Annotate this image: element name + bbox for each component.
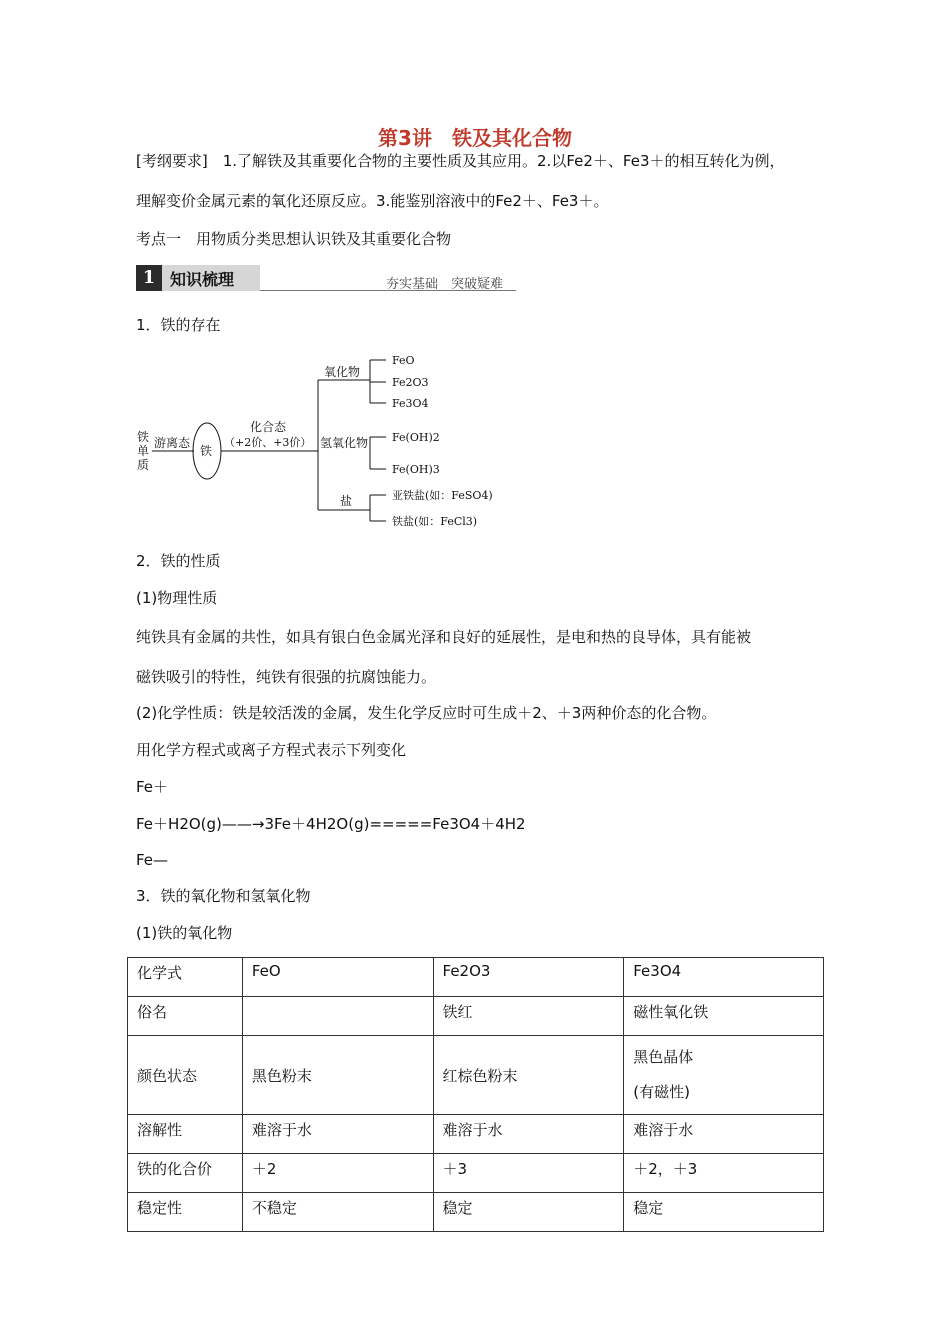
- table-cell: [624, 1036, 824, 1115]
- table-cell: 颜色状态: [128, 1036, 243, 1115]
- table-cell: 稳定: [624, 1193, 824, 1232]
- section-2-heading: 2．铁的性质: [136, 552, 221, 570]
- diagram-hydroxides-label: 氢氧化物: [320, 436, 369, 450]
- table-cell: [242, 997, 433, 1036]
- diagram-element-char-3: 质: [137, 458, 150, 472]
- table-cell: 稳定: [433, 1193, 624, 1232]
- table-row: [128, 1154, 824, 1193]
- banner-number: 1: [136, 265, 162, 291]
- topic-heading: 考点一 用物质分类思想认识铁及其重要化合物: [136, 230, 452, 248]
- requirements-line-2: 理解变价金属元素的氧化还原反应。3.能鉴别溶液中的Fe2＋、Fe3＋。: [136, 192, 609, 210]
- table-cell: Fe3O4: [624, 958, 824, 997]
- diagram-combined-state: 化合态: [250, 420, 287, 434]
- table-cell: 铁的化合价: [128, 1154, 243, 1193]
- table-cell: 俗名: [128, 997, 243, 1036]
- diagram-valence: （+2价、+3价）: [224, 436, 312, 449]
- diagram-oxide-item: FeO: [392, 354, 415, 367]
- diagram-hydroxide-item: Fe(OH)2: [392, 431, 440, 444]
- diagram-hydroxide-item: Fe(OH)3: [392, 463, 440, 476]
- chemical-heading: (2)化学性质：铁是较活泼的金属，发生化学反应时可生成＋2、＋3两种价态的化合物。: [136, 704, 717, 722]
- table-cell: 红棕色粉末: [433, 1036, 624, 1115]
- table-row: [128, 958, 824, 997]
- banner-slogan: 夯实基础 突破疑难: [386, 277, 504, 292]
- table-cell: FeO: [242, 958, 433, 997]
- diagram-salt-item: 亚铁盐(如：FeSO4): [392, 489, 493, 502]
- table-cell: 不稳定: [242, 1193, 433, 1232]
- equation-line: Fe＋: [136, 778, 169, 796]
- diagram-center-label: 铁: [200, 444, 213, 458]
- diagram-oxides-label: 氧化物: [324, 365, 361, 379]
- table-cell: 铁红: [433, 997, 624, 1036]
- iron-oxides-table: [127, 957, 824, 1232]
- iron-existence-diagram: [130, 345, 510, 535]
- table-row: [128, 1115, 824, 1154]
- table-cell: 难溶于水: [242, 1115, 433, 1154]
- table-cell: ＋3: [433, 1154, 624, 1193]
- page-title: 第3讲 铁及其化合物: [378, 126, 572, 150]
- table-cell-line: 黑色晶体: [633, 1048, 694, 1066]
- table-cell: 黑色粉末: [242, 1036, 433, 1115]
- equations-intro: 用化学方程式或离子方程式表示下列变化: [136, 741, 407, 759]
- table-cell: 难溶于水: [433, 1115, 624, 1154]
- table-cell: 难溶于水: [624, 1115, 824, 1154]
- physical-text-1: 纯铁具有金属的共性，如具有银白色金属光泽和良好的延展性，是电和热的良导体，具有能被: [136, 628, 752, 646]
- physical-heading: (1)物理性质: [136, 589, 218, 607]
- section-banner: [136, 265, 516, 293]
- table-cell: 稳定性: [128, 1193, 243, 1232]
- diagram-oxide-item: Fe2O3: [392, 376, 429, 389]
- equation-line: Fe—: [136, 851, 169, 869]
- physical-text-2: 磁铁吸引的特性，纯铁有很强的抗腐蚀能力。: [136, 668, 437, 686]
- banner-label: 知识梳理: [170, 270, 235, 289]
- diagram-salt-item: 铁盐(如：FeCl3): [392, 515, 478, 528]
- table-cell: 磁性氧化铁: [624, 997, 824, 1036]
- table-row: [128, 997, 824, 1036]
- oxides-heading: (1)铁的氧化物: [136, 924, 233, 942]
- diagram-element-char-2: 单: [137, 444, 150, 458]
- table-cell: 化学式: [128, 958, 243, 997]
- table-cell: ＋2: [242, 1154, 433, 1193]
- table-cell: 溶解性: [128, 1115, 243, 1154]
- section-3-heading: 3．铁的氧化物和氢氧化物: [136, 887, 311, 905]
- section-1-heading: 1．铁的存在: [136, 316, 221, 334]
- table-cell-line: (有磁性): [633, 1083, 690, 1101]
- requirements-line-1: [考纲要求] 1.了解铁及其重要化合物的主要性质及其应用。2.以Fe2＋、Fe3＋的相互转化为例，: [136, 152, 785, 170]
- diagram-oxide-item: Fe3O4: [392, 397, 429, 410]
- table-cell: ＋2，＋3: [624, 1154, 824, 1193]
- diagram-salts-label: 盐: [340, 494, 353, 508]
- diagram-element-char-1: 铁: [137, 430, 150, 444]
- table-cell: Fe2O3: [433, 958, 624, 997]
- table-row: [128, 1193, 824, 1232]
- equation-line: Fe＋H2O(g)——→3Fe＋4H2O(g)=====Fe3O4＋4H2: [136, 815, 526, 833]
- table-row: [128, 1036, 824, 1115]
- diagram-free-state: 游离态: [154, 436, 191, 450]
